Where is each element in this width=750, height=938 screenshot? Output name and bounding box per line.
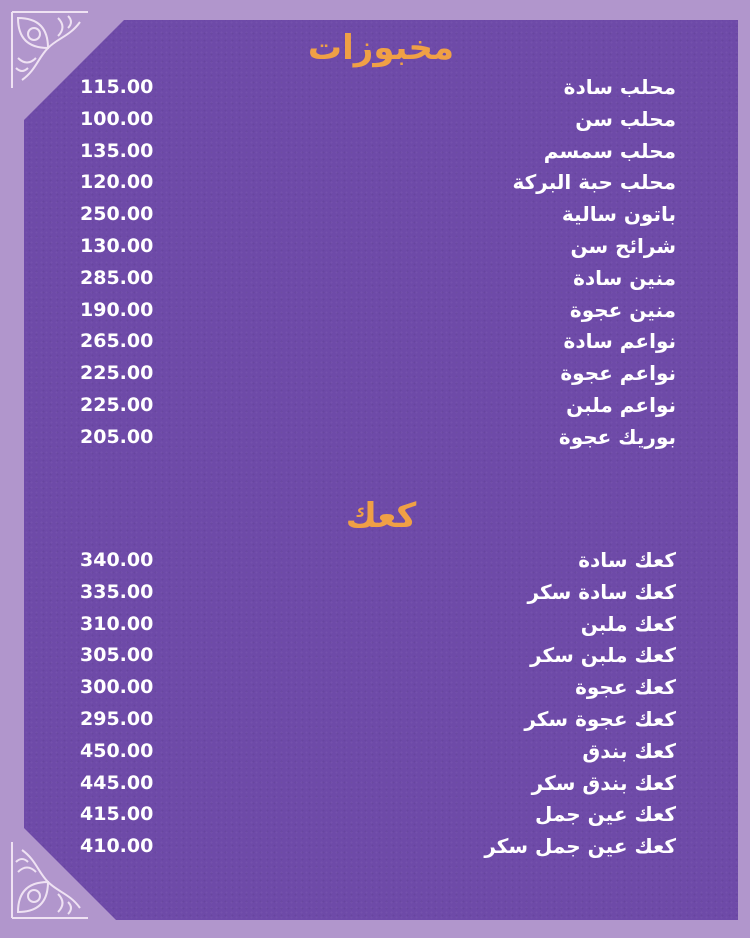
item-price: 340.00 [80,549,154,571]
item-price: 225.00 [80,393,154,416]
list-item [24,231,738,263]
item-name: نواعم ملبن [566,392,676,417]
item-name: شرائح سن [570,233,676,258]
list-item [24,358,738,390]
item-name: كعك ملبن [580,611,676,636]
item-name: منين عجوة [569,297,676,322]
list-item [24,704,738,736]
frame-right-border [738,0,750,938]
list-item [24,609,738,641]
item-price: 120.00 [80,171,154,194]
item-price: 310.00 [80,612,154,635]
list-item [24,295,738,327]
list-item [24,72,738,104]
item-name: كعك سادة سكر [527,579,676,604]
item-price: 450.00 [80,739,154,762]
list-item [24,640,738,672]
list-item [24,422,738,454]
item-price: 295.00 [80,707,154,730]
frame-left-border [0,0,24,938]
item-name: بوريك عجوة [558,424,676,449]
item-name: محلب سادة [563,75,676,99]
kahk-list [24,545,738,863]
item-name: كعك بندق [582,738,676,763]
item-price: 305.00 [80,644,154,667]
item-name: باتون سالية [561,202,676,227]
item-name: كعك ملبن سكر [530,643,676,668]
list-item [24,545,738,577]
item-name: محلب حبة البركة [512,170,676,195]
item-price: 130.00 [80,234,154,257]
list-item [24,104,738,136]
item-price: 445.00 [80,771,154,794]
list-item [24,326,738,358]
item-price: 300.00 [80,676,154,699]
list-item [24,736,738,768]
list-item [24,799,738,831]
list-item [24,831,738,863]
item-price: 265.00 [80,330,154,353]
item-name: كعك عجوة سكر [524,706,676,731]
section-title-kahk: كعك [345,496,417,536]
frame-top-border [0,0,750,20]
section-title-bakery: مخبوزات [307,28,455,68]
item-name: منين سادة [573,265,676,290]
item-price: 335.00 [80,580,154,603]
item-name: كعك عجوة [575,675,676,700]
list-item [24,768,738,800]
item-name: نواعم عجوة [560,361,676,386]
item-name: نواعم سادة [563,329,676,354]
list-item [24,167,738,199]
item-price: 100.00 [80,107,154,130]
list-item [24,199,738,231]
bakery-list [24,72,738,454]
list-item [24,672,738,704]
item-price: 410.00 [80,835,154,858]
item-price: 115.00 [80,76,154,98]
item-name: محلب سمسم [543,138,676,163]
item-name: كعك عين جمل [535,802,676,827]
item-name: كعك بندق سكر [531,770,676,795]
item-price: 250.00 [80,203,154,226]
item-name: كعك عين جمل سكر [484,834,676,859]
item-price: 205.00 [80,425,154,448]
item-price: 415.00 [80,803,154,826]
list-item [24,390,738,422]
item-name: محلب سن [575,106,676,131]
item-price: 285.00 [80,266,154,289]
item-price: 225.00 [80,362,154,385]
item-price: 135.00 [80,139,154,162]
list-item [24,136,738,168]
item-name: كعك سادة [578,548,676,572]
list-item [24,263,738,295]
list-item [24,577,738,609]
item-price: 190.00 [80,298,154,321]
frame-bottom-border [0,920,750,938]
